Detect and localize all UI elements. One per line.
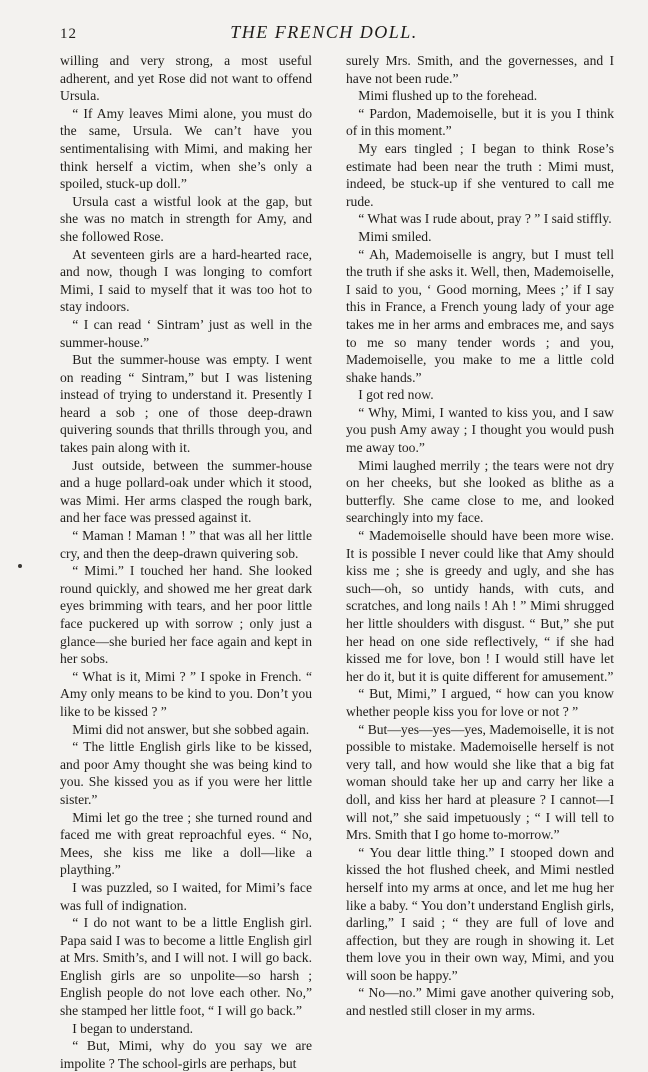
paragraph: Mimi let go the tree ; she turned round and faced me with great reproachful eyes. “ No, Mees, she kiss me like a doll—like a plaything.” [60, 809, 312, 878]
right-text-column [346, 52, 614, 1019]
paragraph: “ What is it, Mimi ? ” I spoke in French. “ Amy only means to be kind to you. Don’t you like to be kissed ? ” [60, 668, 312, 719]
paragraph: Mimi flushed up to the forehead. [358, 88, 538, 104]
paragraph: “ If Amy leaves Mimi alone, you must do the same, Ursula. We can’t have you sentimentalising with Mimi, and making her think herself a victim, when she’s only a spoiled, stuck-up doll.” [60, 105, 312, 192]
paragraph: “ I can read ‘ Sintram’ just as well in the summer-house.” [60, 316, 312, 350]
running-title: THE FRENCH DOLL. [230, 22, 418, 42]
paragraph: “ Mimi.” I touched her hand. She looked round quickly, and showed me her great dark eyes brimming with tears, and her poor little face puckered up with sorrow ; only just a glance—she buried her face again and kept in her sobs. [60, 563, 312, 667]
paragraph: Mimi smiled. [358, 228, 432, 244]
paragraph: “ Mademoiselle should have been more wise. It is possible I never could like that Amy should kiss me ; she is greedy and ugly, and she has such—oh, so untidy hands, with cuts, and scratches, and long nails ! Ah ! ” Mimi shrugged her little shoulders with disgust. “ But,” she put her head on one side reflectively, “ if she had kissed me for love, bon ! I would still have let her do it, but it is quite different for amusement.” [346, 528, 614, 684]
paragraph: “ Why, Mimi, I wanted to kiss you, and I saw you push Amy away ; I thought you would push me away too.” [346, 404, 614, 456]
paragraph: Ursula cast a wistful look at the gap, but she was no match in strength for Amy, and she followed Rose. [60, 193, 312, 244]
paragraph: “ But, Mimi, why do you say we are impolite ? The school-girls are perhaps, but [60, 1038, 312, 1071]
paragraph: “ But, Mimi,” I argued, “ how can you know whether people kiss you for love or not ? ” [346, 686, 614, 719]
paragraph: I got red now. [358, 387, 434, 403]
paragraph: willing and very strong, a most useful adherent, and yet Rose did not want to offend Ursula. [60, 53, 312, 104]
paragraph: Mimi did not answer, but she sobbed again. [72, 721, 310, 737]
paragraph: “ Ah, Mademoiselle is angry, but I must tell the truth if she asks it. Well, then, Mademoiselle, I said to you, ‘ Good morning, Mees ;’ if I say this in France, a French young lady of your age takes me in her arms and embraces me, and says to me so many tender words ; and you, Mademoiselle, you make to me a little cold shake hands.” [346, 246, 614, 385]
paragraph: surely Mrs. Smith, and the governesses, and I have not been rude.” [346, 53, 614, 86]
page-header [0, 8, 648, 42]
page-number: 12 [60, 26, 77, 42]
paragraph: “ I do not want to be a little English girl. Papa said I was to become a little English girl at Mrs. Smith’s, and I will not. I will go back. English girls are so unpolite—so harsh ; English people do not love each other. No,” she stamped her little foot, “ I will go back.” [60, 915, 312, 1019]
paragraph: At seventeen girls are a hard-hearted race, and now, though I was longing to comfort Mimi, I said to myself that it was too hot to stay indoors. [60, 246, 312, 315]
paragraph: I was puzzled, so I waited, for Mimi’s face was full of indignation. [60, 879, 312, 913]
paragraph: “ Maman ! Maman ! ” that was all her little cry, and then the deep-drawn quivering sob. [60, 528, 312, 561]
paragraph: I began to understand. [72, 1020, 194, 1036]
paragraph: My ears tingled ; I began to think Rose’s estimate had been near the truth : Mimi must, indeed, be stuck-up if she ventured to call me rude. [346, 140, 614, 209]
margin-speck [18, 564, 22, 568]
paragraph: “ Pardon, Mademoiselle, but it is you I think of in this moment.” [346, 105, 614, 139]
paragraph: Mimi laughed merrily ; the tears were not dry on her cheeks, but she looked as blithe as a butterfly. She came close to me, and looked searchingly into my face. [346, 457, 614, 526]
paragraph: “ The little English girls like to be kissed, and poor Amy thought she was being kind to you. She kissed you as if you were her little sister.” [60, 739, 312, 807]
paragraph: “ You dear little thing.” I stooped down and kissed the hot flushed cheek, and Mimi nestled herself into my arms at once, and let me hug her like a baby. “ You don’t understand English girls, darling,” I said ; “ they are full of love and affection, but they are rough in showing it. Let them love you in their own way, Mimi, and you will soon be happy.” [346, 844, 614, 983]
paragraph: Just outside, between the summer-house and a huge pollard-oak under which it stood, was Mimi. Her arms clasped the rough bark, and her face was pressed against it. [60, 457, 312, 526]
paragraph: “ But—yes—yes—yes, Mademoiselle, it is not possible to mistake. Mademoiselle herself is not very tall, and how would she like that a big fat woman should take her up and carry her like a doll, and kiss her hard at pleasure ? I cannot—I will not,” she said impetuously ; “ I will tell to Mrs. Smith that I go home to-morrow.” [346, 721, 614, 843]
paragraph: But the summer-house was empty. I went on reading “ Sintram,” but I was listening instead of trying to understand it. Presently I heard a sob ; one of those deep-drawn quivering sounds that thrills through you, and takes pain along with it. [60, 352, 312, 456]
left-text-column [60, 52, 312, 1071]
paragraph: “ What was I rude about, pray ? ” I said stiffly. [358, 211, 612, 227]
paragraph: “ No—no.” Mimi gave another quivering sob, and nestled still closer in my arms. [346, 985, 614, 1019]
